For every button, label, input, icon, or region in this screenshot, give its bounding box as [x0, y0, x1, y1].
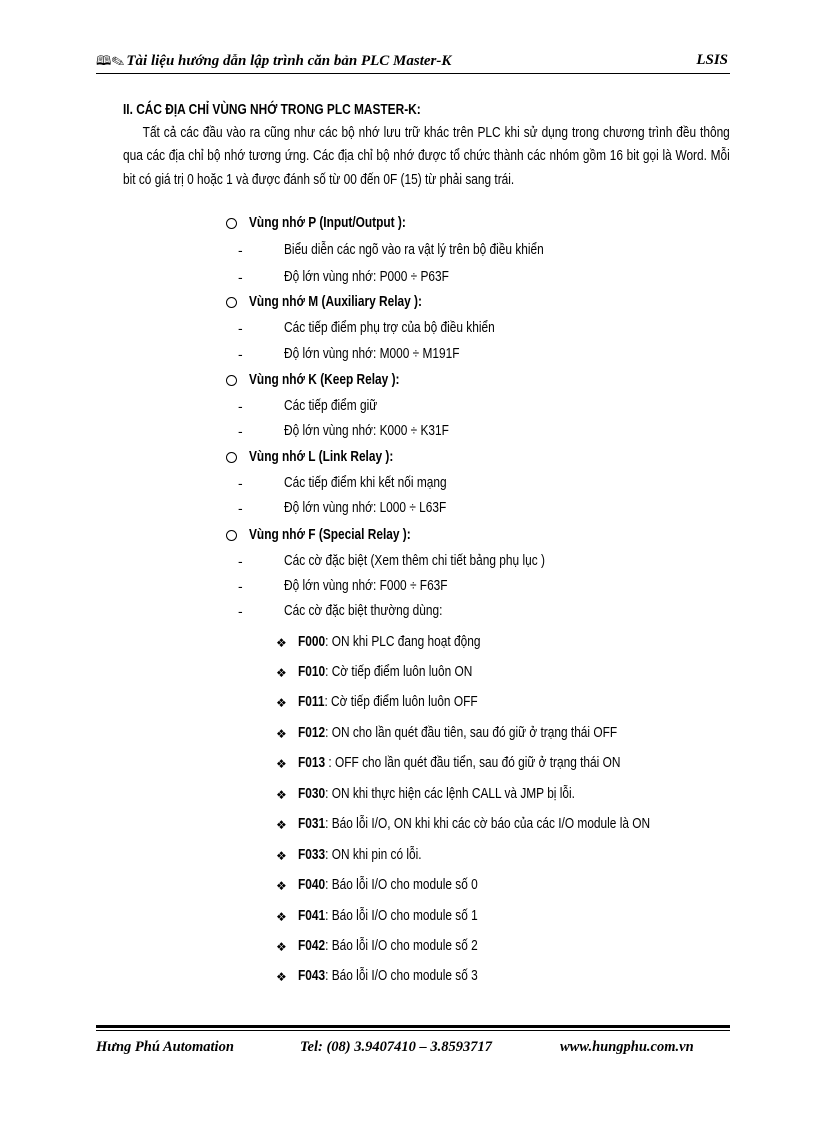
footer-rule-thin — [96, 1030, 730, 1031]
dash-bullet: - — [238, 242, 243, 258]
flag-item — [298, 877, 478, 893]
area-item: Các tiếp điểm giữ — [284, 398, 378, 414]
diamond-bullet-icon: ❖ — [276, 788, 287, 802]
area-item: Độ lớn vùng nhớ: M000 ÷ M191F — [284, 346, 460, 362]
diamond-bullet-icon: ❖ — [276, 636, 287, 650]
footer-website: www.hungphu.com.vn — [560, 1039, 694, 1055]
flag-desc: : Cờ tiếp điểm luôn luôn ON — [325, 664, 473, 680]
dash-bullet: - — [238, 500, 243, 516]
flag-desc: : Báo lỗi I/O cho module số 0 — [325, 877, 478, 893]
circle-bullet-icon — [226, 530, 237, 541]
diamond-bullet-icon: ❖ — [276, 970, 287, 984]
flag-item — [298, 694, 478, 710]
flag-desc: : Báo lỗi I/O cho module số 2 — [325, 938, 478, 954]
area-item: Độ lớn vùng nhớ: K000 ÷ K31F — [284, 423, 449, 439]
area-title: Vùng nhớ P (Input/Output ): — [249, 215, 406, 231]
flag-desc: : Báo lỗi I/O cho module số 1 — [325, 908, 478, 924]
flag-item — [298, 908, 478, 924]
diamond-bullet-icon: ❖ — [276, 849, 287, 863]
flag-item — [298, 968, 478, 984]
dash-bullet: - — [238, 475, 243, 491]
diamond-bullet-icon: ❖ — [276, 910, 287, 924]
flag-item — [298, 725, 617, 741]
flag-desc: : ON cho lần quét đầu tiên, sau đó giữ ở trạng thái OFF — [325, 725, 618, 741]
dash-bullet: - — [238, 553, 243, 569]
flag-item — [298, 634, 480, 650]
page-header — [96, 50, 730, 72]
dash-bullet: - — [238, 423, 243, 439]
header-title-row — [96, 52, 451, 74]
section-heading: II. CÁC ĐỊA CHỈ VÙNG NHỚ TRONG PLC MASTER-K: — [123, 102, 421, 118]
area-title: Vùng nhớ F (Special Relay ): — [249, 527, 411, 543]
flag-code: F012 — [298, 725, 326, 741]
dash-bullet: - — [238, 269, 243, 285]
flag-desc: : Báo lỗi I/O cho module số 3 — [325, 968, 478, 984]
flag-code: F030 — [298, 786, 326, 802]
header-rule — [96, 73, 730, 74]
circle-bullet-icon — [226, 218, 237, 229]
circle-bullet-icon — [226, 452, 237, 463]
area-item: Các cờ đặc biệt (Xem thêm chi tiết bảng phụ lục ) — [284, 553, 545, 569]
area-item: Các tiếp điểm phụ trợ của bộ điều khiển — [284, 320, 495, 336]
flag-code: F043 — [298, 968, 326, 984]
flag-code: F041 — [298, 908, 326, 924]
diamond-bullet-icon: ❖ — [276, 818, 287, 832]
dash-bullet: - — [238, 578, 243, 594]
flag-item — [298, 755, 620, 771]
flag-desc: : OFF cho lần quét đầu tiển, sau đó giữ ở trạng thái ON — [325, 755, 621, 771]
diamond-bullet-icon: ❖ — [276, 879, 287, 893]
area-item: Các cờ đặc biệt thường dùng: — [284, 603, 443, 619]
flag-item — [298, 816, 650, 832]
diamond-bullet-icon: ❖ — [276, 666, 287, 680]
flag-code: F031 — [298, 816, 326, 832]
diamond-bullet-icon: ❖ — [276, 696, 287, 710]
header-brand: LSIS — [696, 52, 728, 68]
circle-bullet-icon — [226, 375, 237, 386]
flag-code: F042 — [298, 938, 326, 954]
flag-code: F010 — [298, 664, 326, 680]
dash-bullet: - — [238, 398, 243, 414]
diamond-bullet-icon: ❖ — [276, 940, 287, 954]
flag-desc: : ON khi thực hiện các lệnh CALL và JMP bị lỗi. — [325, 786, 575, 802]
area-item: Độ lớn vùng nhớ: L000 ÷ L63F — [284, 500, 447, 516]
diamond-bullet-icon: ❖ — [276, 757, 287, 771]
footer-tel: Tel: (08) 3.9407410 – 3.8593717 — [300, 1039, 492, 1055]
circle-bullet-icon — [226, 297, 237, 308]
area-title: Vùng nhớ M (Auxiliary Relay ): — [249, 294, 422, 310]
dash-bullet: - — [238, 603, 243, 619]
intro-paragraph: Tất cả các đầu vào ra cũng như các bộ nhớ lưu trữ khác trên PLC khi sử dụng trong chương trình đều thông qua các địa chỉ bộ nhớ tương ứng. Các địa chỉ bộ nhớ được tổ chức thành các nhóm gồm 16 bit gọi là Word. Mỗi bit có giá trị 0 hoặc 1 và được đánh số từ 00 đến 0F (15) từ phải sang trái. — [123, 125, 730, 188]
flag-item — [298, 786, 575, 802]
footer-rule-thick — [96, 1025, 730, 1028]
diamond-bullet-icon: ❖ — [276, 727, 287, 741]
footer-company: Hưng Phú Automation — [96, 1039, 234, 1055]
flag-desc: : Báo lỗi I/O, ON khi khi các cờ báo của các I/O module là ON — [325, 816, 651, 832]
area-title: Vùng nhớ L (Link Relay ): — [249, 449, 394, 465]
flag-desc: : Cờ tiếp điểm luôn luôn OFF — [324, 694, 478, 710]
flag-code: F000 — [298, 634, 326, 650]
area-item: Biểu diễn các ngõ vào ra vật lý trên bộ điều khiển — [284, 242, 544, 258]
flag-code: F033 — [298, 847, 326, 863]
dash-bullet: - — [238, 320, 243, 336]
area-item: Độ lớn vùng nhớ: F000 ÷ F63F — [284, 578, 448, 594]
header-title: Tài liệu hướng dẫn lập trình căn bản PLC Master-K — [126, 53, 452, 69]
flag-code: F013 — [298, 755, 326, 771]
area-item: Các tiếp điểm khi kết nối mạng — [284, 475, 447, 491]
flag-desc: : ON khi pin có lỗi. — [325, 847, 422, 863]
flag-code: F011 — [298, 694, 325, 710]
dash-bullet: - — [238, 346, 243, 362]
area-title: Vùng nhớ K (Keep Relay ): — [249, 372, 400, 388]
flag-item — [298, 938, 478, 954]
book-pen-icon: 🕮✎ — [96, 53, 125, 68]
flag-item — [298, 664, 472, 680]
flag-desc: : ON khi PLC đang hoạt động — [325, 634, 481, 650]
area-item: Độ lớn vùng nhớ: P000 ÷ P63F — [284, 269, 449, 285]
flag-item — [298, 847, 422, 863]
flag-code: F040 — [298, 877, 326, 893]
